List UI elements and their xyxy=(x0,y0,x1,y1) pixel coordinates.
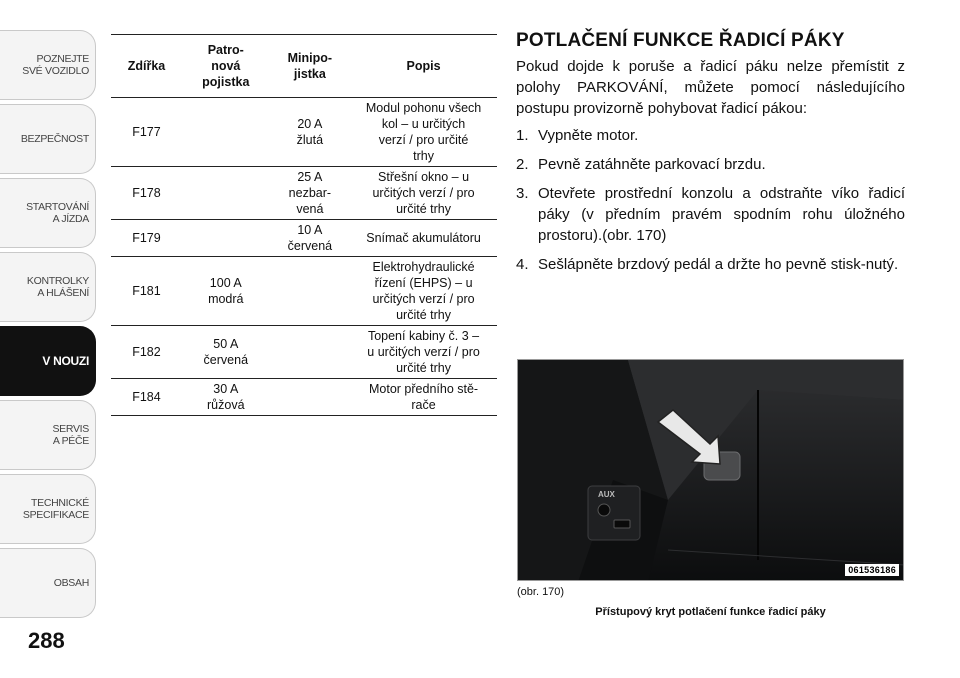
cell-description: Střešní okno – u určitých verzí / pro určité trhy xyxy=(372,170,475,216)
cell-cartridge-fuse xyxy=(182,98,270,167)
cell-mini-fuse: 10 A červená xyxy=(287,223,333,253)
cell-cartridge-fuse: 100 A modrá xyxy=(208,276,244,306)
cell-cartridge-fuse xyxy=(182,167,270,220)
tab-technical-specs[interactable]: TECHNICKÉ SPECIFIKACE xyxy=(0,474,96,544)
cell-mini-fuse xyxy=(270,326,350,379)
header-cartridge: Patro- nová pojistka xyxy=(202,43,250,89)
table-row xyxy=(111,379,497,416)
step-text: Pevně zatáhněte parkovací brzdu. xyxy=(538,156,766,173)
figure-code: 061536186 xyxy=(845,564,899,576)
cell-description: Elektrohydraulické řízení (EHPS) – u určitých verzí / pro určité trhy xyxy=(372,260,475,322)
step-number: 2. xyxy=(516,156,529,173)
fuse-table-body xyxy=(111,98,497,416)
step-item xyxy=(516,125,905,146)
tab-service[interactable]: SERVIS A PÉČE xyxy=(0,400,96,470)
figure-reference: (obr. 170) xyxy=(517,586,565,598)
aux-label: AUX xyxy=(598,490,615,499)
cell-mini-fuse xyxy=(270,257,350,326)
fuse-table xyxy=(111,34,497,416)
step-item xyxy=(516,254,905,275)
tab-know-your-vehicle[interactable]: POZNEJTE SVÉ VOZIDLO xyxy=(0,30,96,100)
tab-warning-lights[interactable]: KONTROLKY A HLÁŠENÍ xyxy=(0,252,96,322)
cell-cavity: F181 xyxy=(132,284,161,298)
header-mini-fuse: Minipo- jistka xyxy=(287,51,333,81)
cell-cartridge-fuse xyxy=(182,220,270,257)
cell-cavity: F179 xyxy=(132,231,161,245)
figure-caption: Přístupový kryt potlačení funkce řadicí páky xyxy=(595,606,826,618)
console-illustration xyxy=(518,360,904,581)
step-number: 3. xyxy=(516,185,529,202)
cell-mini-fuse: 25 A nezbar- vená xyxy=(288,170,332,216)
tab-contents[interactable]: OBSAH xyxy=(0,548,96,618)
table-row xyxy=(111,98,497,167)
cell-cartridge-fuse: 50 A červená xyxy=(203,337,249,367)
section-title: POTLAČENÍ FUNKCE ŘADICÍ PÁKY xyxy=(516,30,845,51)
cell-cavity: F182 xyxy=(132,345,161,359)
cell-description: Snímač akumulátoru xyxy=(366,231,481,245)
table-row xyxy=(111,326,497,379)
cell-cavity: F178 xyxy=(132,186,161,200)
console-photo xyxy=(517,359,904,581)
header-description: Popis xyxy=(406,59,441,73)
tab-safety[interactable]: BEZPEČNOST xyxy=(0,104,96,174)
cell-mini-fuse: 20 A žlutá xyxy=(296,117,324,147)
table-row xyxy=(111,220,497,257)
step-item xyxy=(516,183,905,246)
step-number: 1. xyxy=(516,127,529,144)
step-text: Vypněte motor. xyxy=(538,127,639,144)
table-header-row xyxy=(111,35,497,98)
step-list xyxy=(516,125,905,275)
step-text: Sešlápněte brzdový pedál a držte ho pevně stisk-nutý. xyxy=(538,256,899,273)
tab-starting-driving[interactable]: STARTOVÁNÍ A JÍZDA xyxy=(0,178,96,248)
cell-description: Motor předního stě- rače xyxy=(369,382,479,412)
tab-emergency[interactable]: V NOUZI xyxy=(0,326,96,396)
table-row xyxy=(111,257,497,326)
cell-cartridge-fuse: 30 A růžová xyxy=(207,382,245,412)
page-number: 288 xyxy=(28,628,65,653)
header-cavity: Zdířka xyxy=(127,59,166,73)
cell-cavity: F177 xyxy=(132,125,161,139)
cell-mini-fuse xyxy=(270,379,350,416)
section-intro: Pokud dojde k poruše a řadicí páku nelze přemístit z polohy PARKOVÁNÍ, můžete pomocí následujícího postupu provizorně pohybovat řadicí pákou: xyxy=(516,58,905,117)
cell-cavity: F184 xyxy=(132,390,161,404)
cell-description: Modul pohonu všech kol – u určitých verzí / pro určité trhy xyxy=(365,101,482,163)
step-number: 4. xyxy=(516,256,529,273)
cell-description: Topení kabiny č. 3 – u určitých verzí / pro určité trhy xyxy=(367,329,480,375)
step-text: Otevřete prostřední konzolu a odstraňte víko řadicí páky (v předním pravém spodním rohu úložného prostoru).(obr. 170) xyxy=(538,185,905,244)
table-row xyxy=(111,167,497,220)
step-item xyxy=(516,154,905,175)
gear-override-section xyxy=(516,30,905,283)
